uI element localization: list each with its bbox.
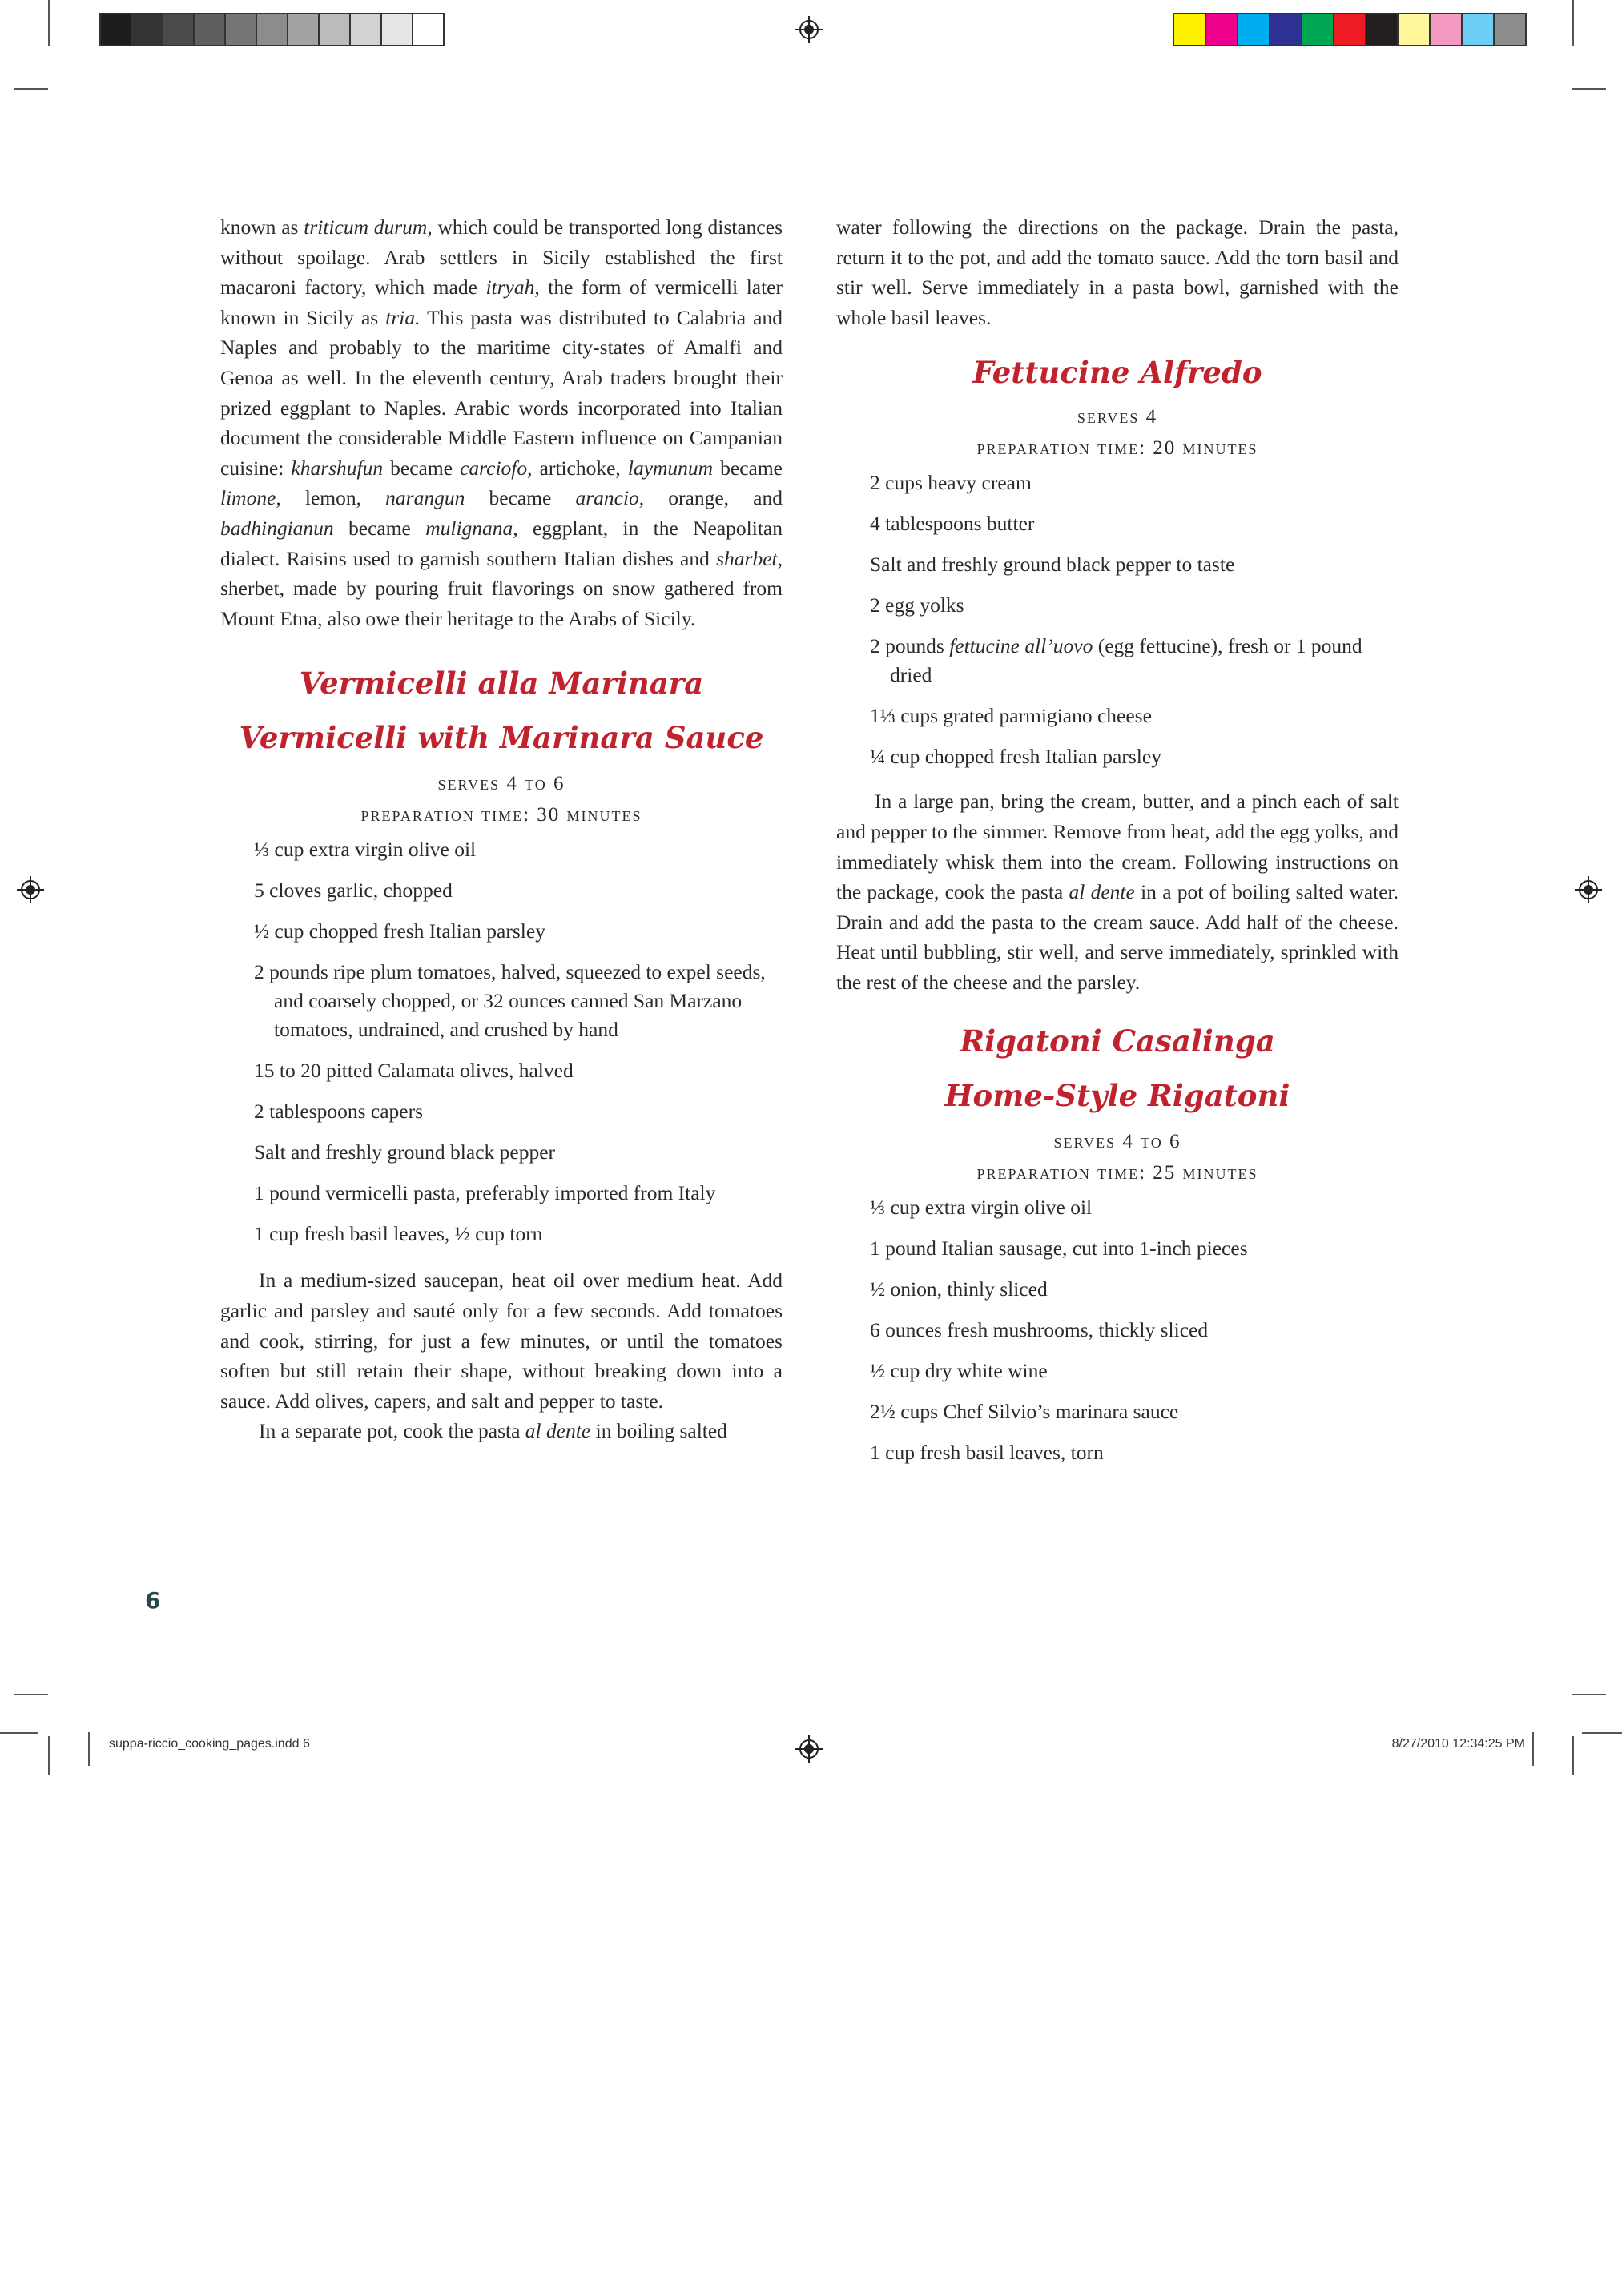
crop-mark: [1572, 1694, 1606, 1695]
ingredient-item: [254, 1138, 783, 1167]
recipe-title: Fettucine Alfredo: [972, 355, 1262, 391]
color-swatch: [195, 14, 226, 45]
italic-term: carciofo,: [460, 456, 533, 480]
text-run: eggplant, in the Neapolitan dialect. Raisins used to garnish southern Italian dishes and: [220, 516, 783, 570]
text-run: ½ onion, thinly sliced: [870, 1277, 1048, 1301]
text-run: 2 egg yolks: [870, 593, 964, 617]
color-swatch: [288, 14, 320, 45]
crop-mark: [14, 88, 48, 90]
italic-term: laymunum: [627, 456, 714, 480]
color-swatch: [1270, 14, 1302, 45]
italic-term: sharbet,: [716, 546, 783, 570]
color-swatch: [101, 14, 132, 45]
crop-mark: [1532, 1732, 1534, 1766]
slug-timestamp: 8/27/2010 12:34:25 PM: [1391, 1737, 1525, 1751]
text-run: 1 cup fresh basil leaves, ½ cup torn: [254, 1222, 543, 1246]
italic-term: fettucine all’uovo: [949, 634, 1093, 658]
text-run: known as: [220, 215, 304, 239]
ingredient-item: [254, 917, 783, 946]
method-text: [220, 1265, 783, 1446]
crop-mark: [88, 1732, 90, 1766]
italic-term: narangun: [385, 486, 465, 510]
color-swatch: [1463, 14, 1495, 45]
color-swatch: [163, 14, 195, 45]
prep-time-label: preparation time: 30 minutes: [360, 804, 642, 826]
ingredient-item: [254, 1220, 783, 1249]
recipe-subtitle: Home-Style Rigatoni: [944, 1077, 1290, 1113]
text-run: ⅓ cup extra virgin olive oil: [254, 838, 477, 862]
italic-term: itryah,: [485, 275, 540, 300]
text-run: 2 pounds ripe plum tomatoes, halved, squeezed to expel seeds, and coarsely chopped, or 32 ounces canned San Marzano tomatoes, undrained, and crushed by hand: [254, 960, 766, 1042]
text-run: 15 to 20 pitted Calamata olives, halved: [254, 1059, 574, 1083]
prep-time-label: preparation time: 25 minutes: [976, 1161, 1258, 1184]
slug-filename: suppa-riccio_cooking_pages.indd 6: [109, 1737, 310, 1751]
italic-term: badhingianun: [220, 516, 334, 540]
text-run: 2 pounds: [870, 634, 950, 658]
ingredient-item: [254, 876, 783, 905]
text-run: 4 tablespoons butter: [870, 512, 1035, 536]
serves-label: serves 4 to 6: [1053, 1130, 1181, 1152]
italic-term: al dente: [1069, 880, 1135, 904]
color-swatch: [1431, 14, 1463, 45]
serves-label: serves 4 to 6: [437, 773, 565, 795]
crop-mark: [48, 1736, 50, 1775]
text-run: 2½ cups Chef Silvio’s marinara sauce: [870, 1399, 1179, 1423]
text-run: in boiling salted: [590, 1419, 727, 1443]
text-run: ⅓ cup extra virgin olive oil: [870, 1195, 1093, 1219]
recipe-subtitle: Vermicelli with Marinara Sauce: [239, 720, 764, 756]
italic-term: limone,: [220, 486, 281, 510]
continuation-paragraph: [836, 212, 1399, 332]
color-swatch: [1334, 14, 1366, 45]
text-run: ¼ cup chopped fresh Italian parsley: [870, 745, 1161, 769]
method-paragraph: [220, 1416, 783, 1446]
ingredient-item: [254, 1097, 783, 1126]
ingredient-item: [870, 742, 1399, 771]
text-run: Salt and freshly ground black pepper to taste: [870, 553, 1235, 577]
color-swatch: [1495, 14, 1525, 45]
text-run: This pasta was distributed to Calabria and Naples and probably to the maritime city-states of Amalfi and Genoa as well. In the eleventh century, Arab traders brought their prized eggplant to Naples. Arabic words incorporated into Italian document the considerable Middle Eastern influence on Campanian cuisine:: [220, 305, 783, 480]
page-number: 6: [145, 1587, 161, 1614]
text-run: became: [465, 486, 576, 510]
text-run: artichoke,: [532, 456, 628, 480]
right-column: [836, 212, 1399, 1479]
text-run: which could be transported long distances without spoilage. Arab settlers in Sicily established the first macaroni factory, which made: [220, 215, 783, 300]
color-swatch: [1238, 14, 1270, 45]
color-swatch: [1206, 14, 1238, 45]
text-run: 1 pound vermicelli pasta, preferably imported from Italy: [254, 1181, 716, 1205]
color-swatch: [226, 14, 257, 45]
text-run: In a medium-sized saucepan, heat oil over medium heat. Add garlic and parsley and sauté only for a few seconds. Add tomatoes and cook, stirring, for just a few minutes, or until the tomatoes soften but still retain their shape, without breaking down into a sauce. Add olives, capers, and salt and pepper to taste.: [220, 1269, 783, 1413]
ingredient-item: [870, 1193, 1399, 1222]
text-run: ½ cup chopped fresh Italian parsley: [254, 919, 545, 943]
crop-mark: [1582, 1732, 1622, 1734]
text-run: ½ cup dry white wine: [870, 1358, 1048, 1382]
color-swatch: [132, 14, 163, 45]
ingredient-item: [870, 702, 1399, 730]
ingredient-list: [220, 835, 783, 1249]
text-run: 2 cups heavy cream: [870, 471, 1032, 495]
text-run: Salt and freshly ground black pepper: [254, 1140, 556, 1164]
ingredient-item: [254, 835, 783, 864]
ingredient-item: [870, 1397, 1399, 1426]
color-swatch: [382, 14, 413, 45]
text-run: sherbet, made by pouring fruit flavorings on snow gathered from Mount Etna, also owe their heritage to the Arabs of Sicily.: [220, 577, 783, 630]
ingredient-item: [870, 1438, 1399, 1467]
crop-mark: [14, 1694, 48, 1695]
recipe-title: Rigatoni Casalinga: [960, 1023, 1275, 1059]
ingredient-item: [870, 1234, 1399, 1263]
color-swatch: [257, 14, 288, 45]
ingredient-item: [870, 468, 1399, 497]
ingredient-list: [836, 1193, 1399, 1467]
registration-mark-icon: [795, 16, 823, 43]
italic-term: triticum durum,: [304, 215, 433, 239]
color-swatch: [1174, 14, 1206, 45]
color-swatch: [413, 14, 443, 45]
text-run: (egg fettucine), fresh or 1 pound dried: [890, 634, 1362, 687]
color-swatch: [1366, 14, 1399, 45]
text-run: 6 ounces fresh mushrooms, thickly sliced: [870, 1317, 1209, 1341]
color-swatch: [320, 14, 351, 45]
ingredient-item: [870, 591, 1399, 620]
color-swatch: [1399, 14, 1431, 45]
recipe-title: Vermicelli alla Marinara: [299, 665, 704, 702]
ingredient-item: [254, 1179, 783, 1208]
method-paragraph: [836, 786, 1399, 997]
color-swatch: [1302, 14, 1334, 45]
crop-mark: [48, 0, 50, 46]
crop-mark: [1572, 1736, 1574, 1775]
serves-label: serves 4: [1077, 406, 1158, 428]
text-run: orange, and: [644, 486, 783, 510]
text-run: 1 cup fresh basil leaves, torn: [870, 1440, 1104, 1464]
italic-term: arancio,: [575, 486, 645, 510]
ingredient-list: [836, 468, 1399, 771]
italic-term: kharshufun: [291, 456, 384, 480]
text-run: in a pot of boiling salted water. Drain and add the pasta to the cream sauce. Add half of the cheese. Heat until bubbling, stir well, and serve immediately, sprinkled with the rest of the cheese and the parsley.: [836, 880, 1399, 994]
text-run: 1⅓ cups grated parmigiano cheese: [870, 704, 1152, 728]
ingredient-item: [870, 1357, 1399, 1385]
text-run: In a separate pot, cook the pasta: [259, 1419, 525, 1443]
crop-mark: [0, 1732, 38, 1734]
method-text: [836, 786, 1399, 997]
process-color-bar: [1173, 13, 1527, 46]
ingredient-item: [254, 1056, 783, 1085]
method-paragraph: [220, 1265, 783, 1416]
crop-mark: [1572, 0, 1574, 46]
italic-term: mulignana,: [425, 516, 518, 540]
left-column: [220, 212, 783, 1446]
ingredient-item: [870, 632, 1399, 690]
registration-mark-icon: [795, 1735, 823, 1763]
italic-term: al dente: [525, 1419, 591, 1443]
ingredient-item: [254, 958, 783, 1044]
italic-term: tria.: [385, 305, 421, 329]
text-run: water following the directions on the package. Drain the pasta, return it to the pot, and add the tomato sauce. Add the torn basil and stir well. Serve immediately in a pasta bowl, garnished with the whole basil leaves.: [836, 215, 1399, 329]
color-swatch: [351, 14, 382, 45]
text-run: 2 tablespoons capers: [254, 1100, 424, 1124]
intro-paragraph: [220, 212, 783, 633]
text-run: became: [713, 456, 783, 480]
text-run: became: [383, 456, 461, 480]
text-run: 5 cloves garlic, chopped: [254, 879, 453, 903]
ingredient-item: [870, 1275, 1399, 1304]
text-run: became: [333, 516, 426, 540]
ingredient-item: [870, 1316, 1399, 1345]
registration-mark-icon: [1575, 876, 1602, 903]
text-run: lemon,: [280, 486, 386, 510]
ingredient-item: [870, 550, 1399, 579]
crop-mark: [1572, 88, 1606, 90]
text-run: In a large pan, bring the cream, butter, and a pinch each of salt and pepper to the simmer. Remove from heat, add the egg yolks, and immediately whisk them into the cream. Following instructions on the package, cook the pasta: [836, 790, 1399, 904]
text-run: the form of vermicelli later known in Sicily as: [220, 275, 783, 329]
text-run: 1 pound Italian sausage, cut into 1-inch pieces: [870, 1236, 1248, 1260]
grayscale-color-bar: [99, 13, 445, 46]
ingredient-item: [870, 509, 1399, 538]
registration-mark-icon: [17, 876, 44, 903]
prep-time-label: preparation time: 20 minutes: [976, 437, 1258, 460]
